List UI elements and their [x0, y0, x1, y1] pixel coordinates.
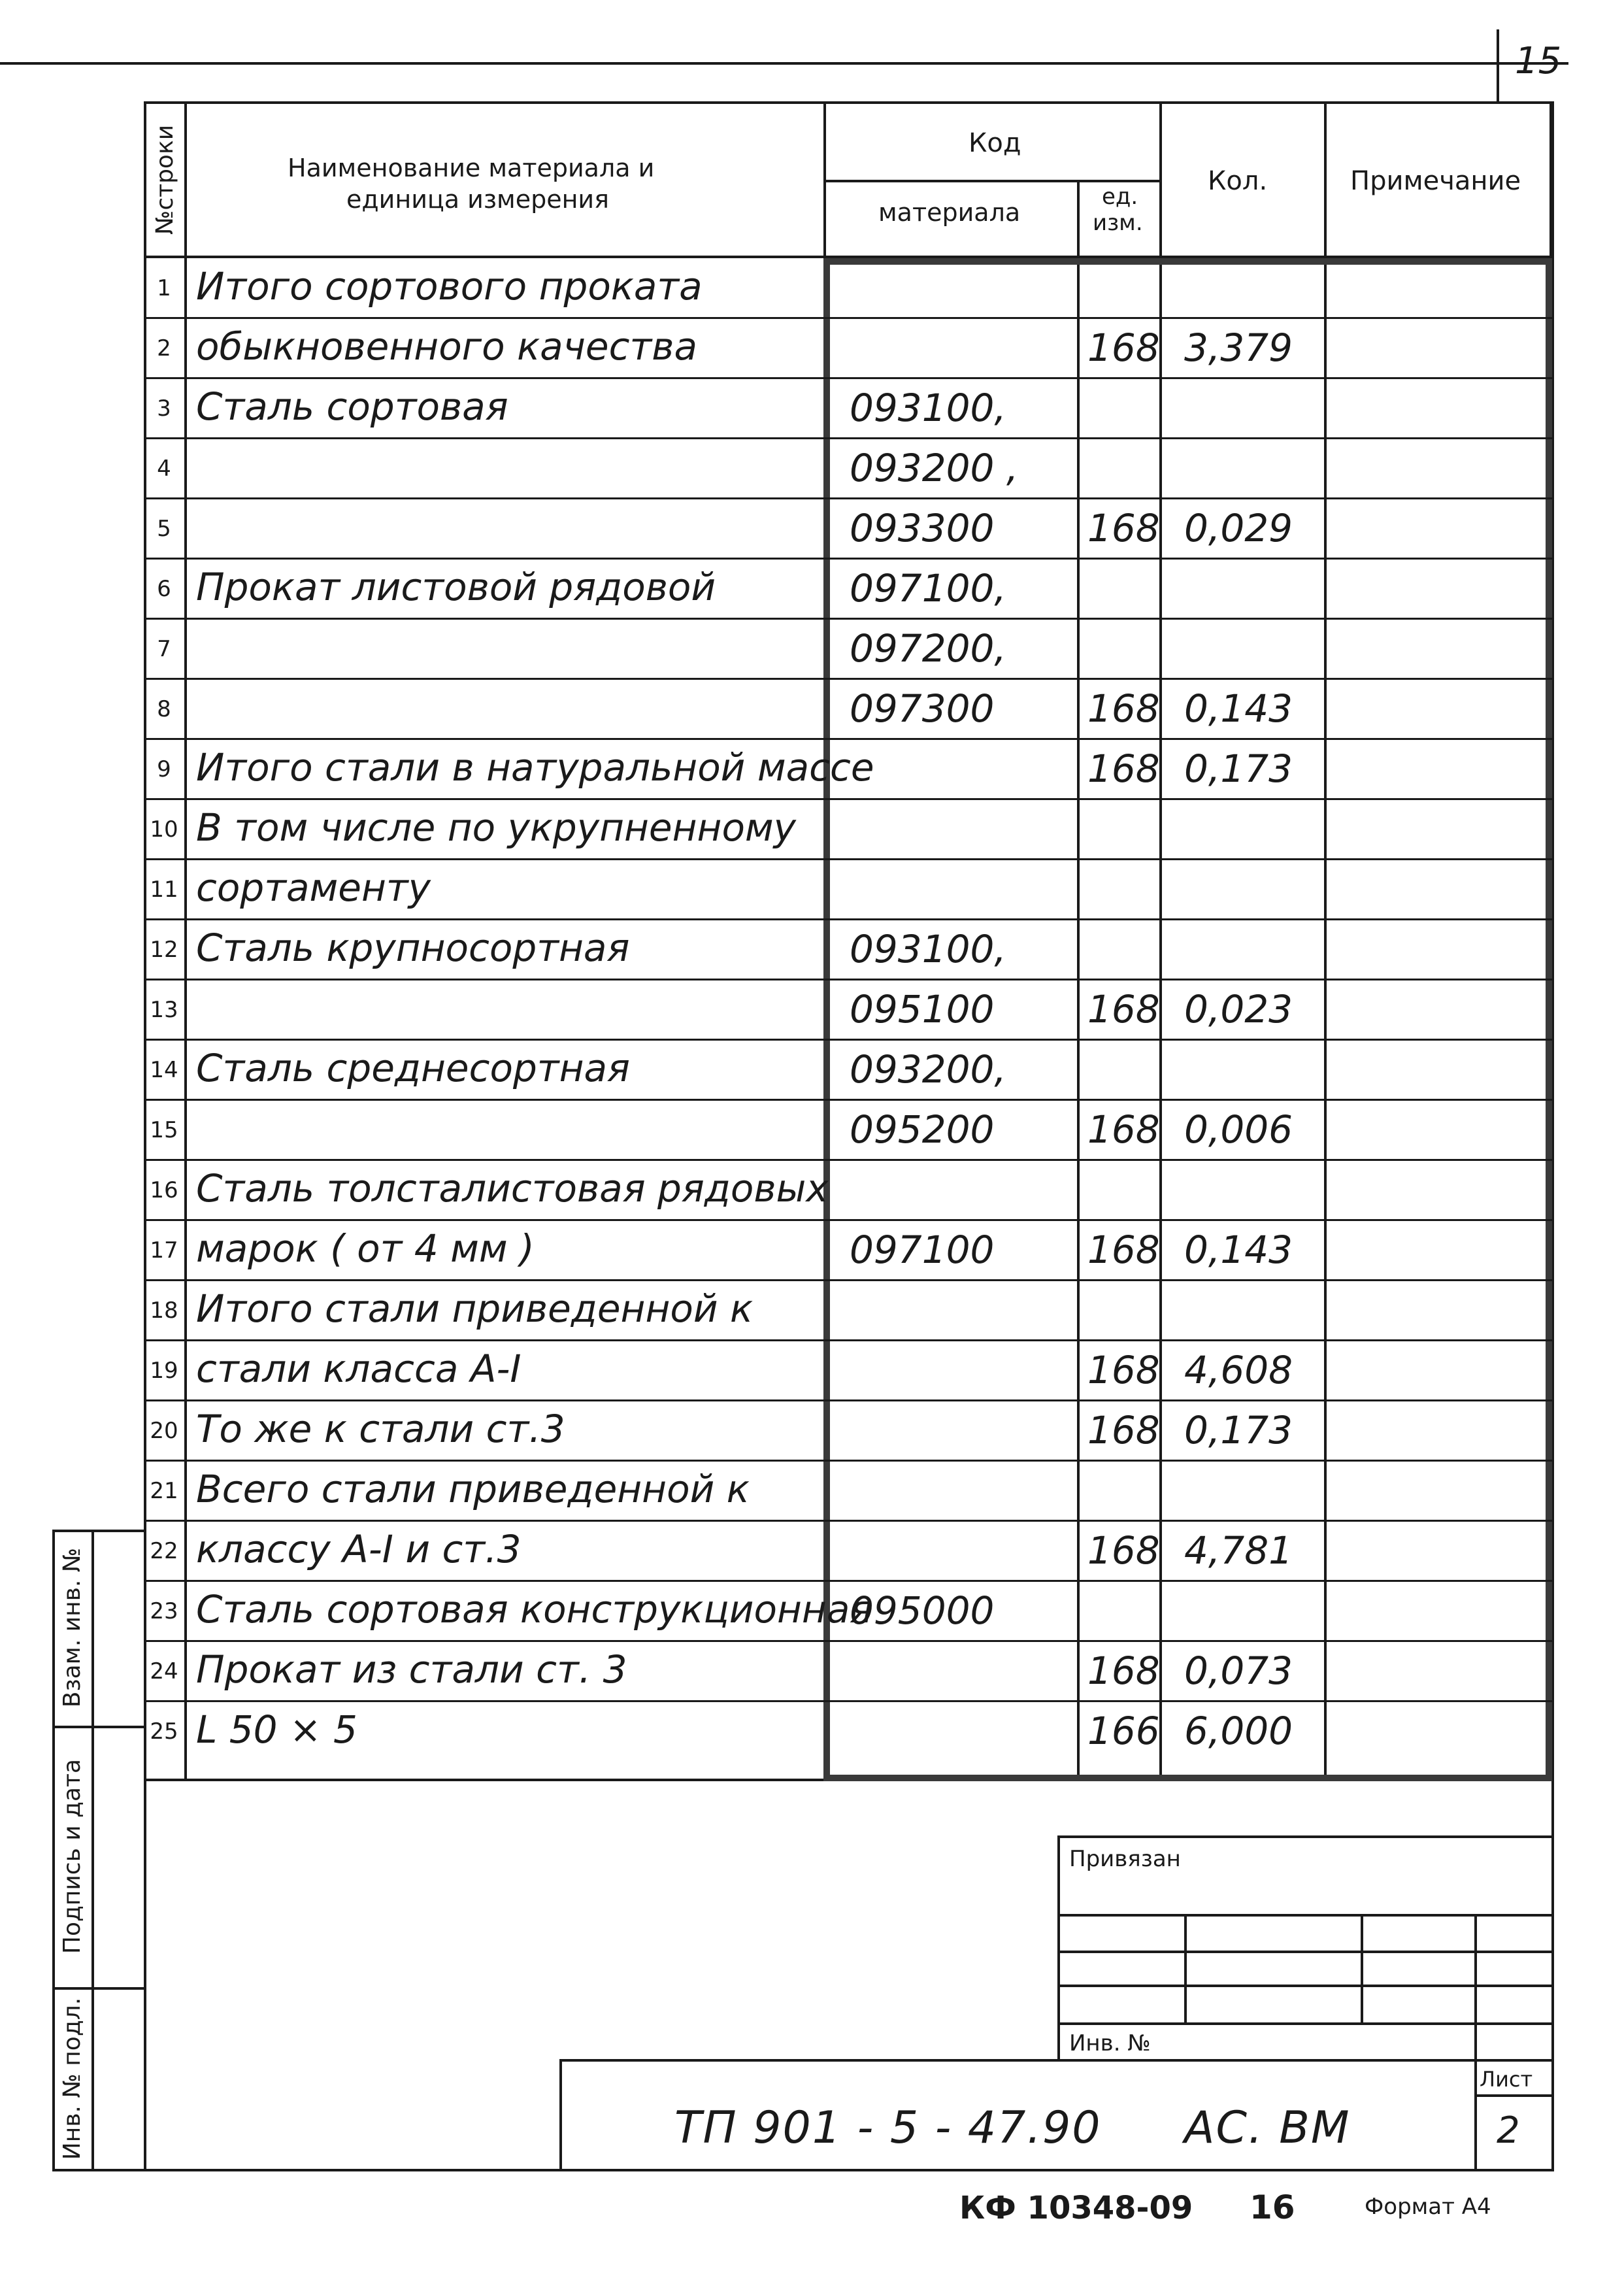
unit-code: 168	[1087, 1649, 1160, 1693]
tb-grid-v2	[1361, 1914, 1363, 2024]
unit-code: 168	[1087, 987, 1160, 1031]
material-name: марок ( от 4 мм )	[196, 1226, 535, 1271]
material-code: 093200,	[850, 1047, 1006, 1092]
header-note: Примечание	[1350, 166, 1521, 196]
footer-archive-no: КФ 10348-09	[959, 2190, 1193, 2226]
materials-table	[144, 101, 1552, 1781]
table-row	[144, 679, 1552, 739]
row-number: 12	[150, 937, 178, 963]
row-number: 13	[150, 997, 178, 1023]
tb-grid-v1	[1184, 1914, 1187, 2024]
row-number: 21	[150, 1478, 178, 1504]
material-code: 097100	[850, 1228, 995, 1272]
unit-code: 168	[1087, 1408, 1160, 1452]
row-number: 23	[150, 1598, 178, 1624]
row-number: 22	[150, 1538, 178, 1564]
stamp-podpis: Подпись и дата	[59, 1758, 86, 1954]
row-number: 24	[150, 1658, 178, 1684]
top-rule	[0, 62, 1568, 65]
table-row	[144, 860, 1552, 920]
tb-doc-mark: АС. ВМ	[1184, 2102, 1351, 2154]
tb-main-left	[559, 2059, 562, 2170]
header-name-line2: единица измерения	[346, 185, 609, 214]
tb-list-number: 2	[1497, 2109, 1520, 2152]
table-row	[144, 559, 1552, 619]
material-code: 095200	[850, 1107, 995, 1152]
material-name: Всего стали приведенной к	[196, 1467, 750, 1511]
tb-grid-h4	[1057, 2022, 1554, 2025]
row-number: 2	[157, 335, 171, 361]
row-number: 17	[150, 1237, 178, 1264]
sheet-corner-number: 15	[1515, 40, 1562, 82]
stamp-col-inner	[91, 1530, 94, 2170]
table-row	[144, 1341, 1552, 1401]
quantity: 6,000	[1184, 1709, 1293, 1753]
header-name-line1: Наименование материала и	[288, 154, 655, 182]
material-code: 093100,	[850, 386, 1006, 430]
material-name: Итого стали в натуральной массе	[196, 745, 874, 790]
table-row	[144, 1220, 1552, 1281]
quantity: 4,781	[1184, 1528, 1293, 1573]
quantity: 0,143	[1184, 1228, 1293, 1272]
material-name: Прокат из стали ст. 3	[196, 1647, 627, 1692]
quantity: 4,608	[1184, 1348, 1293, 1392]
tb-main-top	[559, 2059, 1554, 2062]
material-name: сортаменту	[196, 865, 431, 910]
unit-code: 168	[1087, 506, 1160, 550]
row-number: 18	[150, 1298, 178, 1324]
col-line-note	[1324, 101, 1327, 258]
row-number: 9	[157, 756, 171, 782]
table-row	[144, 619, 1552, 679]
material-code: 095000	[850, 1588, 995, 1633]
material-code: 097200,	[850, 626, 1006, 671]
quantity: 0,143	[1184, 686, 1293, 731]
col-line-qty	[1159, 101, 1162, 258]
tb-list-div	[1474, 2094, 1554, 2097]
unit-code: 168	[1087, 1107, 1160, 1152]
corner-box-left	[1497, 29, 1499, 101]
table-row	[144, 1521, 1552, 1581]
material-code: 097100,	[850, 566, 1006, 611]
row-number: 7	[157, 636, 171, 662]
material-name: Итого стали приведенной к	[196, 1286, 754, 1331]
col-line-unit	[1077, 180, 1080, 258]
table-row	[144, 1401, 1552, 1461]
material-name: обыкновенного качества	[196, 324, 697, 369]
material-name: То же к стали ст.3	[196, 1407, 565, 1451]
header-unit-line1: ед.	[1102, 184, 1138, 210]
quantity: 0,006	[1184, 1107, 1293, 1152]
material-name: Сталь сортовая конструкционная	[196, 1587, 873, 1632]
material-name: Сталь крупносортная	[196, 926, 630, 970]
tb-inv-no: Инв. №	[1069, 2030, 1151, 2056]
table-row	[144, 1100, 1552, 1160]
material-code: 093300	[850, 506, 995, 550]
row-number: 19	[150, 1358, 178, 1384]
quantity: 3,379	[1184, 326, 1293, 370]
material-name: В том числе по укрупненному	[196, 805, 797, 850]
row-number: 1	[157, 275, 171, 301]
row-number: 25	[150, 1718, 178, 1745]
row-number: 16	[150, 1177, 178, 1203]
header-row-no: №строки	[152, 124, 178, 235]
unit-code: 168	[1087, 1348, 1160, 1392]
tb-grid-v3	[1474, 1914, 1477, 2170]
row-number: 10	[150, 816, 178, 843]
unit-code: 168	[1087, 1228, 1160, 1272]
quantity: 0,173	[1184, 746, 1293, 791]
material-code: 093200 ,	[850, 446, 1019, 490]
stamp-vzam: Взам. инв. №	[59, 1547, 86, 1708]
table-row	[144, 1701, 1552, 1762]
material-name: Сталь среднесортная	[196, 1046, 630, 1090]
table-row	[144, 1581, 1552, 1641]
row-number: 14	[150, 1057, 178, 1083]
quantity: 0,173	[1184, 1408, 1293, 1452]
tb-doc-code: ТП 901 - 5 - 47.90	[674, 2102, 1102, 2154]
tb-grid-h2	[1057, 1951, 1554, 1953]
stamp-div-1	[52, 1726, 146, 1728]
table-row	[144, 980, 1552, 1040]
table-row	[144, 920, 1552, 980]
table-row	[144, 1160, 1552, 1220]
footer-page-no: 16	[1250, 2188, 1295, 2226]
row-number: 8	[157, 696, 171, 722]
stamp-col-outer	[52, 1530, 55, 2170]
table-row	[144, 258, 1552, 318]
material-name: Сталь сортовая	[196, 384, 508, 429]
table-row	[144, 739, 1552, 799]
material-name: Итого сортового проката	[196, 264, 703, 309]
stamp-inv-podl: Инв. № подл.	[59, 1997, 86, 2160]
header-code-split	[823, 180, 1159, 182]
tb-privyazan-left	[1057, 1835, 1060, 2061]
header-unit-line2: изм.	[1093, 210, 1143, 236]
tb-grid-h1	[1057, 1914, 1554, 1917]
unit-code: 168	[1087, 686, 1160, 731]
table-row	[144, 799, 1552, 860]
table-row	[144, 1281, 1552, 1341]
unit-code: 168	[1087, 1528, 1160, 1573]
stamp-div-2	[52, 1987, 146, 1990]
material-name: классу А-I и ст.3	[196, 1527, 522, 1571]
material-name: Сталь толсталистовая рядовых	[196, 1166, 829, 1211]
row-number: 5	[157, 516, 171, 542]
header-qty: Кол.	[1208, 166, 1268, 196]
material-code: 097300	[850, 686, 995, 731]
tb-list-label: Лист	[1480, 2067, 1533, 2092]
quantity: 0,029	[1184, 506, 1293, 550]
row-number: 6	[157, 576, 171, 602]
material-name: L 50 × 5	[196, 1707, 357, 1752]
table-row	[144, 378, 1552, 439]
row-number: 20	[150, 1418, 178, 1444]
table-row	[144, 499, 1552, 559]
unit-code: 168	[1087, 746, 1160, 791]
material-code: 095100	[850, 987, 995, 1031]
unit-code: 168	[1087, 326, 1160, 370]
material-name: Прокат листовой рядовой	[196, 565, 716, 609]
row-number: 11	[150, 877, 178, 903]
table-row	[144, 318, 1552, 378]
tb-grid-h3	[1057, 1985, 1554, 1987]
footer-format: Формат А4	[1365, 2194, 1491, 2220]
header-code: Код	[969, 128, 1021, 158]
quantity: 0,023	[1184, 987, 1293, 1031]
frame-bottom	[52, 2169, 1554, 2171]
header-material: материала	[878, 198, 1021, 227]
material-name: стали класса А-I	[196, 1347, 522, 1391]
row-number: 15	[150, 1117, 178, 1143]
tb-privyazan: Привязан	[1069, 1846, 1181, 1872]
quantity: 0,073	[1184, 1649, 1293, 1693]
table-row	[144, 439, 1552, 499]
row-number: 4	[157, 456, 171, 482]
tb-privyazan-top	[1057, 1835, 1554, 1838]
material-code: 093100,	[850, 927, 1006, 971]
unit-code: 166	[1087, 1709, 1160, 1753]
row-number: 3	[157, 395, 171, 422]
table-row	[144, 1641, 1552, 1701]
table-row	[144, 1040, 1552, 1100]
table-row	[144, 1461, 1552, 1521]
